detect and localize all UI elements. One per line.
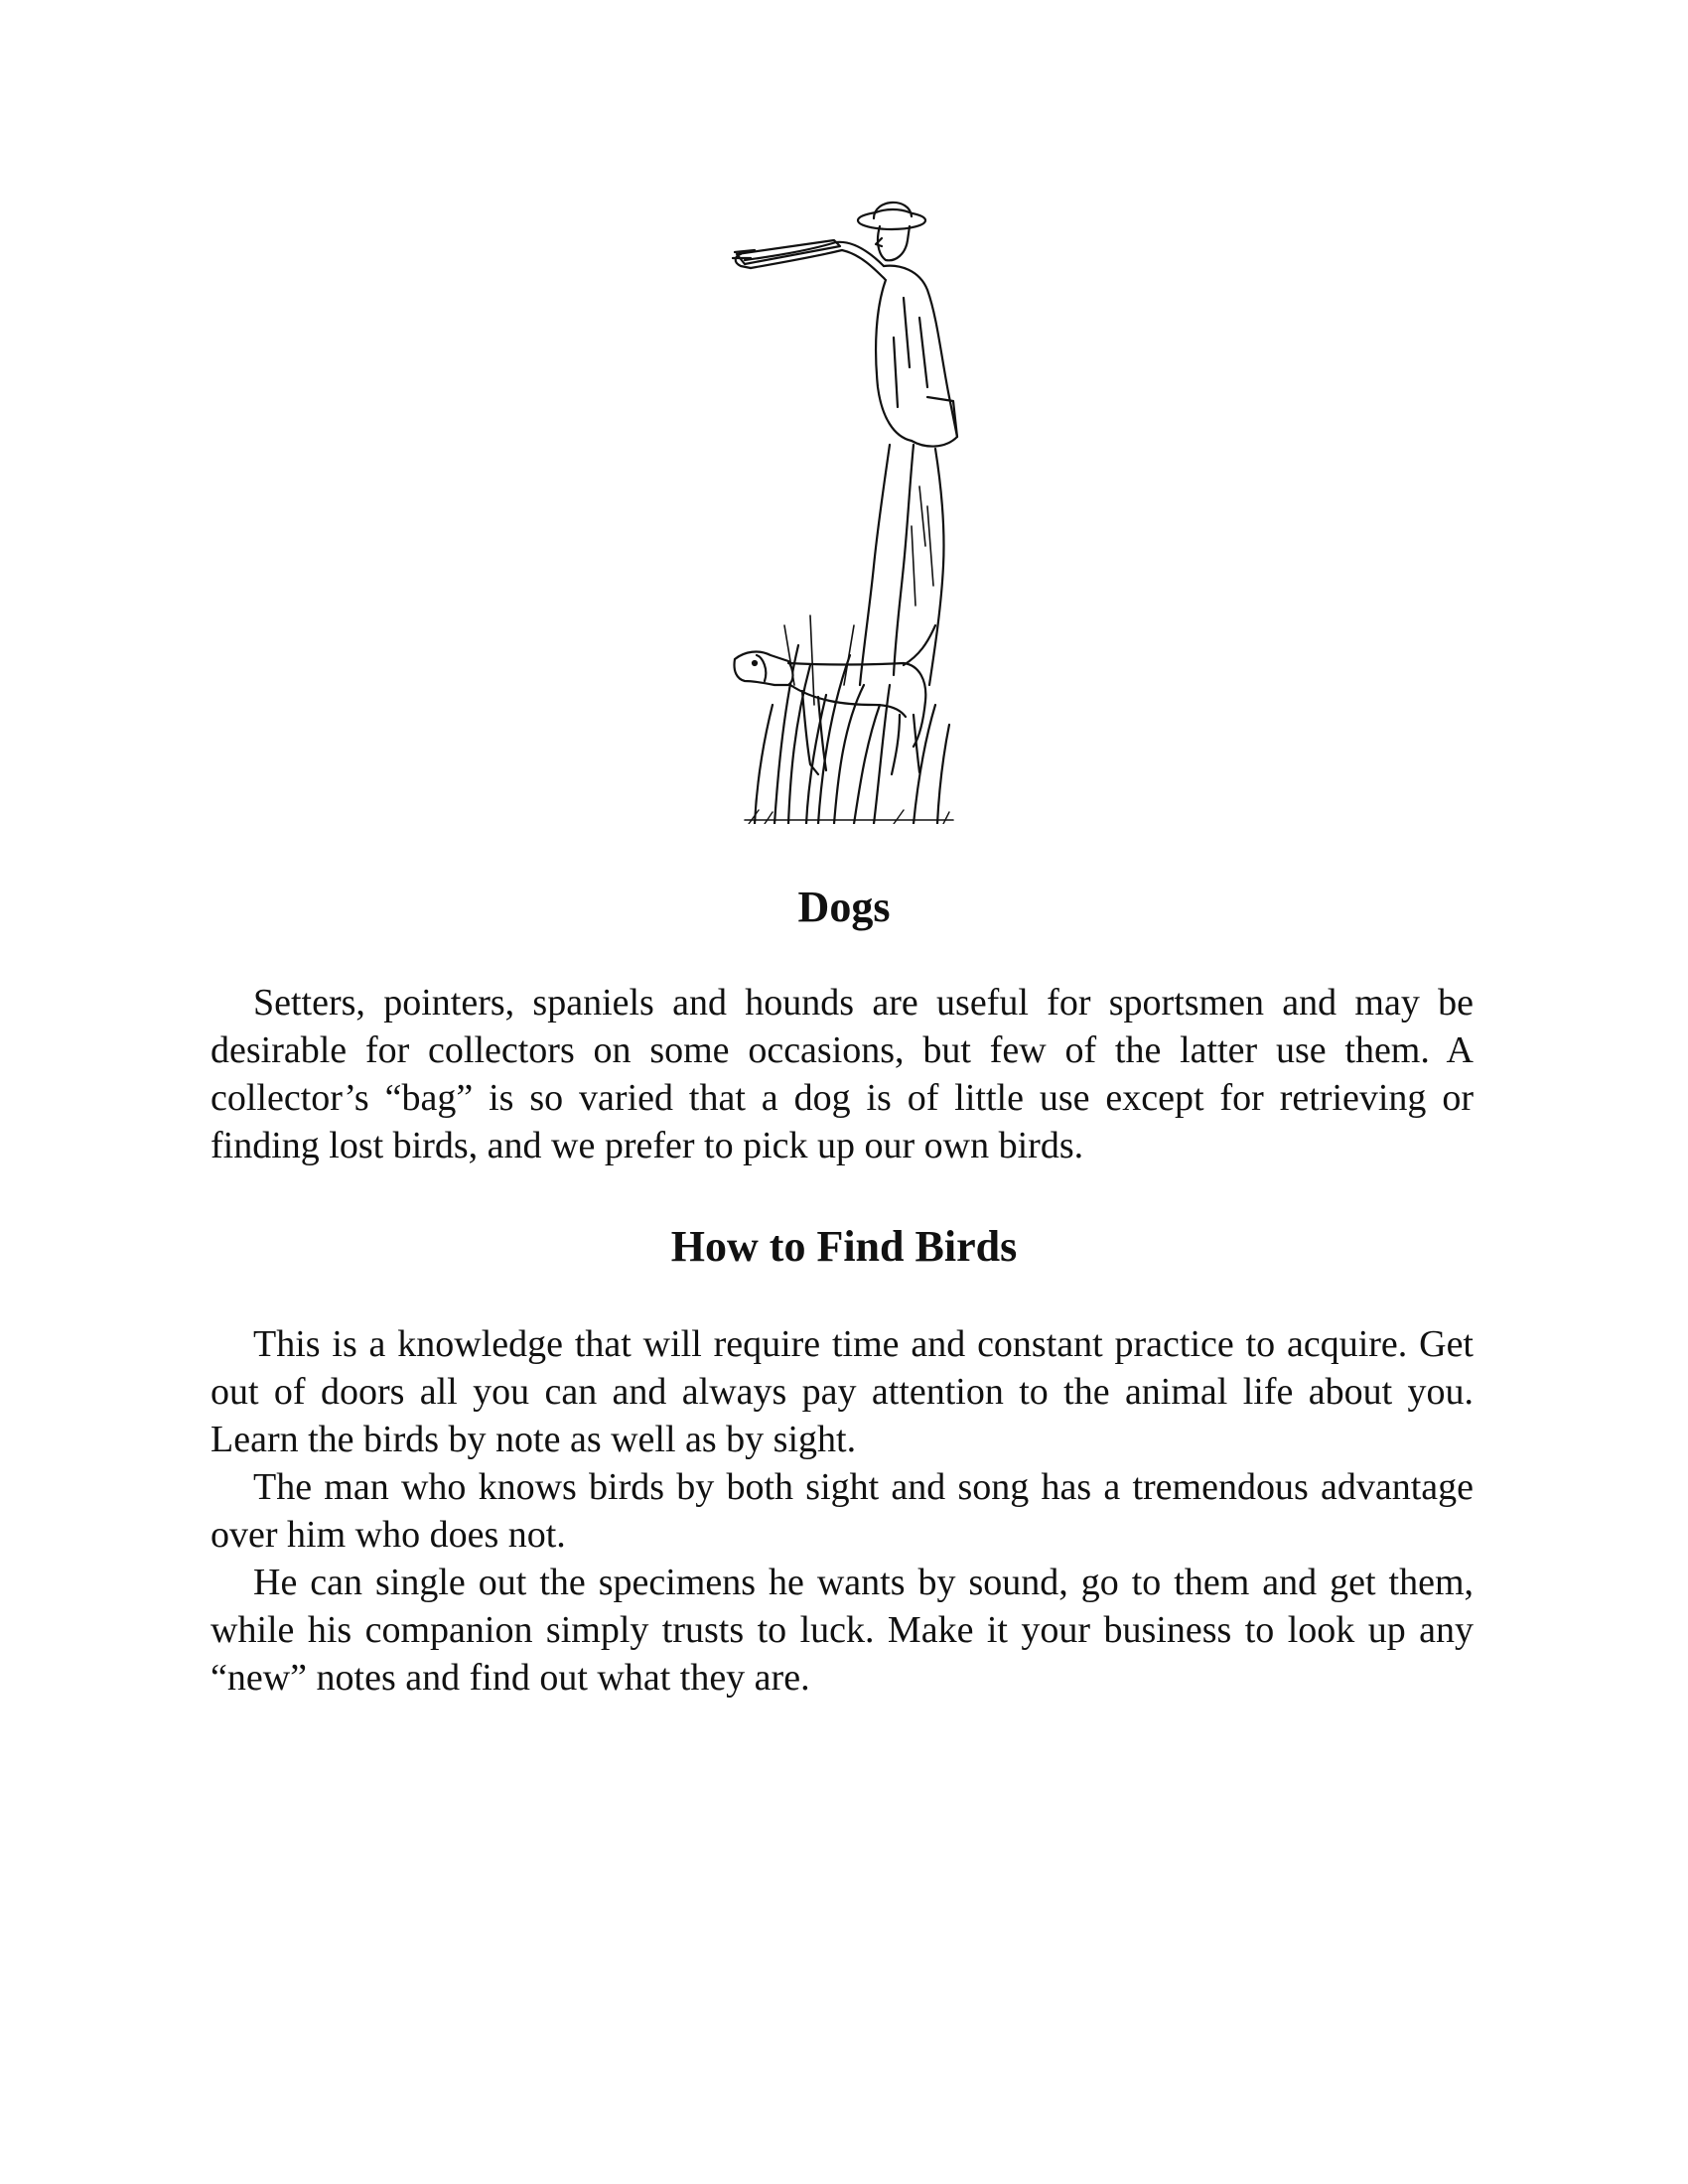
paragraph: This is a knowledge that will require time and constant practice to acquire. Get out of doors all you can and always pay attention to the animal life about you. Learn the birds by note as well as by sight.: [211, 1323, 1474, 1460]
paragraph: The man who knows birds by both sight and song has a tremendous advantage over him who does not.: [211, 1466, 1474, 1556]
dogs-section-body: [211, 979, 1474, 1169]
hunter-and-dog-illustration: [715, 189, 973, 824]
find-birds-section-body: [211, 1320, 1474, 1702]
section-heading-dogs: Dogs: [797, 883, 891, 931]
paragraph: Setters, pointers, spaniels and hounds are useful for sportsmen and may be desirable for collectors on some occasions, but few of the latter use them. A collector’s “bag” is so varied that a dog is of little use except for retrieving or finding lost birds, and we prefer to pick up our own birds.: [211, 982, 1474, 1166]
paragraph: He can single out the specimens he wants by sound, go to them and get them, while his companion simply trusts to luck. Make it your business to look up any “new” notes and find out what they are.: [211, 1562, 1474, 1699]
section-heading-how-to-find-birds: How to Find Birds: [670, 1222, 1018, 1271]
